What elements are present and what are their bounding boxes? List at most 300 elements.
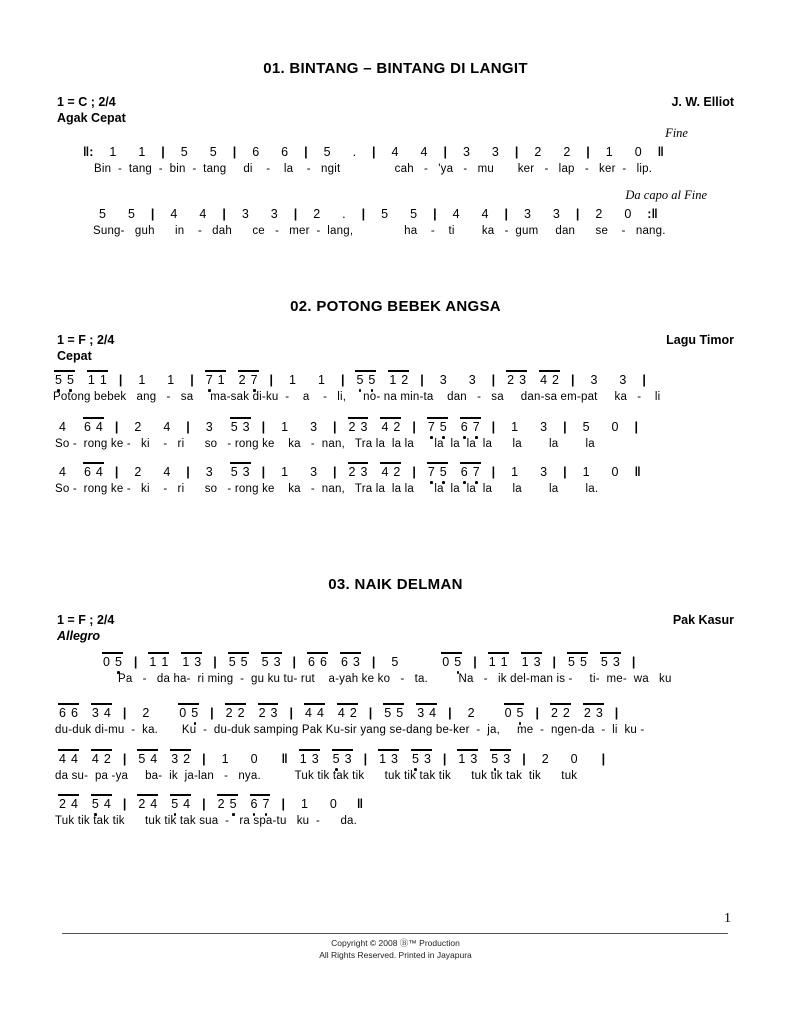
note bbox=[134, 462, 141, 479]
note-group bbox=[55, 370, 74, 387]
note-digit: 0 bbox=[611, 465, 619, 479]
notes-row bbox=[0, 204, 791, 221]
note-digit: 5 bbox=[229, 797, 237, 811]
note bbox=[59, 417, 66, 434]
note bbox=[271, 204, 278, 221]
phrase-gap bbox=[269, 749, 277, 750]
note-digit: 0 bbox=[624, 207, 632, 221]
note bbox=[128, 204, 135, 221]
barline: | bbox=[443, 145, 447, 159]
key-signature: 1 = F ; 2/4 bbox=[57, 333, 115, 347]
note-group bbox=[171, 749, 190, 766]
note-group bbox=[381, 462, 400, 479]
note bbox=[181, 142, 188, 159]
note-digit: 1 bbox=[582, 465, 590, 479]
note bbox=[281, 417, 288, 434]
barline: ‖: bbox=[83, 145, 94, 159]
note bbox=[206, 462, 213, 479]
barline: | bbox=[368, 706, 373, 720]
note bbox=[134, 417, 141, 434]
note bbox=[540, 462, 547, 479]
note-digit: 4 bbox=[163, 465, 171, 479]
note-group bbox=[428, 462, 447, 479]
barline: | bbox=[292, 655, 297, 669]
phrase-gap bbox=[589, 749, 597, 750]
composer-credit: J. W. Elliot bbox=[671, 95, 734, 109]
composer-credit: Pak Kasur bbox=[672, 613, 734, 627]
barline: | bbox=[491, 373, 496, 387]
note-digit: 5 bbox=[516, 706, 524, 720]
note-group bbox=[229, 652, 248, 669]
note-digit: 3 bbox=[360, 420, 368, 434]
notes-row bbox=[0, 417, 791, 434]
note-group bbox=[88, 370, 107, 387]
note-digit: 2 bbox=[183, 752, 191, 766]
page-number: 1 bbox=[724, 911, 731, 926]
note bbox=[624, 204, 631, 221]
note-group bbox=[92, 703, 111, 720]
note bbox=[542, 749, 549, 766]
song-title: 03. NAIK DELMAN bbox=[328, 576, 463, 593]
note-digit: 3 bbox=[311, 752, 319, 766]
note-digit: 3 bbox=[552, 207, 560, 221]
note-digit: 2 bbox=[349, 706, 357, 720]
note bbox=[540, 417, 547, 434]
tempo-marking: Agak Cepat bbox=[57, 111, 126, 125]
note-digit: 3 bbox=[310, 465, 318, 479]
note-group bbox=[300, 749, 319, 766]
note-digit: 3 bbox=[91, 706, 99, 720]
note-digit: 2 bbox=[142, 706, 150, 720]
notation-line bbox=[0, 652, 791, 685]
note-digit: 5 bbox=[230, 420, 238, 434]
note-digit: 3 bbox=[352, 655, 360, 669]
note bbox=[138, 370, 145, 387]
note-digit: 7 bbox=[472, 420, 480, 434]
note-digit: 3 bbox=[533, 655, 541, 669]
note-digit: 3 bbox=[417, 706, 425, 720]
note-digit: 4 bbox=[481, 207, 489, 221]
note-group bbox=[259, 703, 278, 720]
note-digit: 3 bbox=[595, 706, 603, 720]
note-group bbox=[442, 652, 461, 669]
note bbox=[612, 417, 619, 434]
note-digit: 2 bbox=[134, 420, 142, 434]
barline: | bbox=[114, 465, 119, 479]
note-digit: 0 bbox=[103, 655, 110, 669]
note-digit: 1 bbox=[605, 145, 613, 159]
note bbox=[313, 204, 320, 221]
note-digit: 5 bbox=[228, 655, 236, 669]
lyrics-line: Sung- guh in - dah ce - mer - lang, ha - ti ka - gum dan se - nang. bbox=[93, 225, 666, 237]
note-digit: 6 bbox=[83, 465, 91, 479]
note-group bbox=[59, 703, 78, 720]
note-digit: 2 bbox=[583, 706, 591, 720]
note-digit: 7 bbox=[427, 465, 435, 479]
note bbox=[410, 204, 417, 221]
note-digit: 5 bbox=[240, 655, 248, 669]
note-digit: 5 bbox=[356, 373, 364, 387]
footer-rights: All Rights Reserved. Printed in Jayapura bbox=[319, 950, 472, 961]
note-digit: 2 bbox=[348, 465, 356, 479]
note-digit: . bbox=[342, 207, 346, 221]
note-digit: 3 bbox=[619, 373, 627, 387]
note-digit: 5 bbox=[180, 145, 188, 159]
note bbox=[163, 417, 170, 434]
note-digit: 5 bbox=[66, 373, 74, 387]
note-digit: 4 bbox=[391, 145, 399, 159]
note-group bbox=[601, 652, 620, 669]
note-digit: 3 bbox=[241, 207, 249, 221]
note bbox=[595, 204, 602, 221]
note bbox=[99, 204, 106, 221]
barline: | bbox=[631, 655, 636, 669]
note-digit: 5 bbox=[491, 752, 499, 766]
note-digit: 4 bbox=[70, 797, 78, 811]
barline: ‖ bbox=[281, 752, 288, 766]
notation-line bbox=[0, 370, 791, 403]
note-digit: 2 bbox=[534, 145, 542, 159]
note-digit: 4 bbox=[337, 706, 345, 720]
note-digit: 5 bbox=[381, 207, 389, 221]
note-digit: 3 bbox=[523, 207, 531, 221]
note-group bbox=[251, 794, 270, 811]
note-digit: 1 bbox=[281, 420, 289, 434]
phrase-gap bbox=[348, 794, 352, 795]
note bbox=[289, 370, 296, 387]
note-group bbox=[379, 749, 398, 766]
note bbox=[391, 652, 398, 669]
barline: | bbox=[122, 752, 127, 766]
note-digit: 3 bbox=[171, 752, 179, 766]
lyrics-line: Potong bebek ang - sa ma-sak di-ku - a - li, no- na min-ta dan - sa dan-sa em-pat ka - li bbox=[53, 391, 661, 403]
footer bbox=[0, 937, 791, 962]
note-group bbox=[461, 417, 480, 434]
key-signature: 1 = C ; 2/4 bbox=[57, 95, 116, 109]
note-digit: 5 bbox=[579, 655, 587, 669]
note bbox=[635, 142, 642, 159]
note bbox=[392, 142, 399, 159]
note bbox=[342, 204, 345, 221]
note bbox=[324, 142, 331, 159]
note-digit: 2 bbox=[595, 207, 603, 221]
note-digit: 1 bbox=[521, 655, 529, 669]
note-group bbox=[505, 703, 524, 720]
note-digit: 3 bbox=[205, 465, 213, 479]
note bbox=[353, 142, 356, 159]
barline: | bbox=[133, 655, 138, 669]
note-digit: 5 bbox=[171, 797, 179, 811]
note-digit: 3 bbox=[462, 145, 470, 159]
note-group bbox=[507, 370, 526, 387]
note-group bbox=[338, 703, 357, 720]
direction-marking: Fine bbox=[665, 126, 688, 140]
note-digit: 2 bbox=[225, 706, 233, 720]
note-digit: 5 bbox=[230, 465, 238, 479]
note-digit: 2 bbox=[563, 145, 571, 159]
barline: | bbox=[281, 797, 285, 811]
lyrics-line: du-duk di-mu - ka. Ku - du-duk samping Pak Ku-sir yang se-dang be-ker - ja, me - ngen-da - li ku - bbox=[55, 724, 645, 736]
note-digit: 7 bbox=[427, 420, 435, 434]
note bbox=[606, 142, 613, 159]
note-digit: 1 bbox=[458, 752, 466, 766]
note-group bbox=[412, 749, 431, 766]
note-digit: 1 bbox=[138, 373, 146, 387]
phrase-gap bbox=[486, 703, 498, 704]
notation-line bbox=[0, 749, 791, 782]
lyrics-line: da su- pa -ya ba- ik ja-lan - nya. Tuk tik tak tik tuk tik tak tik tuk tik tak tik tuk bbox=[55, 770, 578, 782]
note-digit: 2 bbox=[393, 420, 401, 434]
barline: | bbox=[448, 706, 452, 720]
note-digit: 1 bbox=[289, 373, 296, 387]
note-digit: 5 bbox=[391, 655, 399, 669]
note-digit: 7 bbox=[472, 465, 480, 479]
note-digit: 0 bbox=[179, 706, 187, 720]
note-digit: 4 bbox=[103, 797, 111, 811]
note-digit: 4 bbox=[429, 706, 437, 720]
barline: | bbox=[412, 420, 416, 434]
tempo-marking: Allegro bbox=[57, 629, 101, 643]
note bbox=[511, 417, 518, 434]
note-digit: 3 bbox=[194, 655, 202, 669]
note bbox=[563, 142, 570, 159]
note-digit: 2 bbox=[401, 373, 409, 387]
note-group bbox=[218, 794, 237, 811]
note-digit: 2 bbox=[217, 797, 225, 811]
note-digit: 5 bbox=[191, 706, 199, 720]
note-digit: 1 bbox=[488, 655, 496, 669]
note-digit: 3 bbox=[205, 420, 213, 434]
note-group bbox=[584, 703, 603, 720]
note-digit: 1 bbox=[511, 465, 519, 479]
note bbox=[318, 370, 325, 387]
barline: | bbox=[412, 465, 416, 479]
note-digit: 1 bbox=[500, 655, 508, 669]
barline: | bbox=[261, 420, 266, 434]
note-digit: 5 bbox=[127, 207, 135, 221]
barline: | bbox=[361, 207, 366, 221]
note-digit: 0 bbox=[634, 145, 642, 159]
notes-row bbox=[0, 142, 791, 159]
note-group bbox=[417, 703, 436, 720]
note-digit: 2 bbox=[541, 752, 549, 766]
note-digit: 5 bbox=[582, 420, 590, 434]
note-digit: 3 bbox=[270, 706, 278, 720]
note bbox=[242, 204, 249, 221]
note bbox=[612, 462, 619, 479]
barline: | bbox=[522, 752, 526, 766]
note-digit: 5 bbox=[411, 752, 419, 766]
note-digit: 4 bbox=[95, 420, 103, 434]
barline: | bbox=[371, 655, 376, 669]
note bbox=[524, 204, 531, 221]
note bbox=[453, 204, 460, 221]
note-digit: 0 bbox=[250, 752, 258, 766]
note bbox=[421, 142, 428, 159]
barline: | bbox=[363, 752, 368, 766]
barline: | bbox=[122, 706, 127, 720]
song-meta-row bbox=[57, 333, 734, 347]
note-digit: 0 bbox=[611, 420, 619, 434]
note bbox=[553, 204, 560, 221]
note-digit: 6 bbox=[70, 706, 78, 720]
note-digit: 2 bbox=[313, 207, 321, 221]
note-digit: 1 bbox=[317, 373, 325, 387]
note-digit: 1 bbox=[138, 145, 146, 159]
barline: :‖ bbox=[647, 207, 658, 221]
note-group bbox=[84, 417, 103, 434]
note bbox=[222, 749, 229, 766]
notation-line bbox=[0, 794, 791, 827]
note-group bbox=[341, 652, 360, 669]
note bbox=[534, 142, 541, 159]
notation-line bbox=[0, 462, 791, 495]
note-digit: 4 bbox=[381, 465, 389, 479]
note-digit: 4 bbox=[91, 752, 99, 766]
note bbox=[301, 794, 308, 811]
barline: | bbox=[186, 420, 190, 434]
key-signature: 1 = F ; 2/4 bbox=[57, 613, 115, 627]
barline: | bbox=[222, 207, 226, 221]
note-digit: 2 bbox=[103, 752, 111, 766]
note-group bbox=[138, 794, 157, 811]
note-digit: 5 bbox=[332, 752, 340, 766]
note-digit: 3 bbox=[344, 752, 352, 766]
note bbox=[199, 204, 206, 221]
note-digit: 1 bbox=[299, 752, 307, 766]
note bbox=[330, 794, 337, 811]
note-digit: 4 bbox=[304, 706, 312, 720]
notation-line bbox=[0, 417, 791, 450]
note-group bbox=[103, 652, 122, 669]
note-group bbox=[231, 417, 250, 434]
note-digit: 1 bbox=[167, 373, 175, 387]
note-digit: 2 bbox=[258, 706, 266, 720]
note-digit: 1 bbox=[87, 373, 95, 387]
lyrics-line: So - rong ke - ki - ri so - rong ke ka - nan, Tra la la la la la la la la la la bbox=[55, 438, 595, 450]
note-digit: 5 bbox=[261, 655, 269, 669]
barline: | bbox=[420, 373, 424, 387]
note bbox=[59, 462, 66, 479]
note-group bbox=[305, 703, 324, 720]
tempo-marking: Cepat bbox=[57, 349, 92, 363]
barline: | bbox=[614, 706, 619, 720]
note-digit: 6 bbox=[460, 420, 468, 434]
note bbox=[281, 142, 288, 159]
note-group bbox=[171, 794, 190, 811]
note-digit: 4 bbox=[150, 797, 158, 811]
song-title: 01. BINTANG – BINTANG DI LANGIT bbox=[263, 60, 528, 77]
note-digit: 0 bbox=[570, 752, 578, 766]
note-digit: 2 bbox=[393, 465, 401, 479]
barline: | bbox=[433, 207, 437, 221]
lyrics-line: Pa - da ha- ri ming - gu ku tu- rut a-yah ke ko - ta. Na - ik del-man is - ti- me- wa ku bbox=[118, 673, 672, 685]
note-digit: 2 bbox=[134, 465, 142, 479]
note-digit: 2 bbox=[238, 373, 246, 387]
note-digit: 3 bbox=[612, 655, 620, 669]
barline: | bbox=[118, 373, 123, 387]
note-group bbox=[182, 652, 201, 669]
note-digit: 3 bbox=[242, 465, 250, 479]
note-digit: 6 bbox=[460, 465, 468, 479]
note-group bbox=[349, 417, 368, 434]
barline: | bbox=[293, 207, 298, 221]
note bbox=[310, 417, 317, 434]
note-digit: 1 bbox=[300, 797, 308, 811]
note-digit: 4 bbox=[199, 207, 207, 221]
barline: | bbox=[269, 373, 274, 387]
note-digit: 5 bbox=[368, 373, 376, 387]
barline: | bbox=[535, 706, 539, 720]
note-digit: 2 bbox=[562, 706, 570, 720]
barline: | bbox=[150, 207, 155, 221]
note-digit: 5 bbox=[114, 655, 122, 669]
barline: | bbox=[372, 145, 376, 159]
footer-copyright: Copyright © 2008 Ⓑ™ Production bbox=[331, 938, 460, 948]
lyrics-line: Bin - tang - bin - tang di - la - ngit cah - 'ya - mu ker - lap - ker - lip. bbox=[94, 163, 653, 175]
note-digit: 4 bbox=[70, 752, 78, 766]
note-group bbox=[461, 462, 480, 479]
note-digit: 1 bbox=[221, 752, 229, 766]
barline: | bbox=[473, 655, 477, 669]
note-digit: 3 bbox=[360, 465, 368, 479]
barline: ‖ bbox=[356, 797, 364, 811]
note-digit: 4 bbox=[59, 420, 66, 434]
barline: | bbox=[504, 207, 508, 221]
note-group bbox=[206, 370, 225, 387]
note-group bbox=[349, 462, 368, 479]
note bbox=[469, 370, 476, 387]
note-digit: 6 bbox=[252, 145, 260, 159]
lyrics-line: So - rong ke - ki - ri so - rong ke ka - nan, Tra la la la la la la la la la la. bbox=[55, 483, 599, 495]
note-digit: 3 bbox=[491, 145, 499, 159]
note-digit: 3 bbox=[242, 420, 250, 434]
note-digit: 4 bbox=[103, 706, 111, 720]
note-digit: 3 bbox=[310, 420, 318, 434]
note-group bbox=[389, 370, 408, 387]
note-group bbox=[231, 462, 250, 479]
barline: | bbox=[202, 797, 206, 811]
note-digit: 1 bbox=[161, 655, 169, 669]
note bbox=[492, 142, 499, 159]
note-digit: 1 bbox=[217, 373, 225, 387]
note bbox=[252, 142, 259, 159]
note-group bbox=[458, 749, 477, 766]
note bbox=[583, 462, 590, 479]
note bbox=[571, 749, 578, 766]
song-meta-row bbox=[57, 613, 734, 627]
note-digit: 1 bbox=[149, 655, 157, 669]
note-digit: 5 bbox=[209, 145, 217, 159]
note-group bbox=[149, 652, 168, 669]
barline: | bbox=[514, 145, 519, 159]
note-digit: 2 bbox=[550, 706, 558, 720]
note-digit: . bbox=[352, 145, 357, 159]
note-digit: 1 bbox=[511, 420, 519, 434]
note-digit: 1 bbox=[99, 373, 107, 387]
note-group bbox=[489, 652, 508, 669]
note-digit: 0 bbox=[442, 655, 450, 669]
note bbox=[167, 370, 174, 387]
note bbox=[482, 204, 489, 221]
note-digit: 5 bbox=[600, 655, 608, 669]
note-digit: 6 bbox=[250, 797, 258, 811]
barline: | bbox=[122, 797, 127, 811]
note-digit: 3 bbox=[273, 655, 281, 669]
barline: | bbox=[190, 373, 194, 387]
notes-row bbox=[0, 749, 791, 766]
note-digit: 5 bbox=[91, 797, 99, 811]
